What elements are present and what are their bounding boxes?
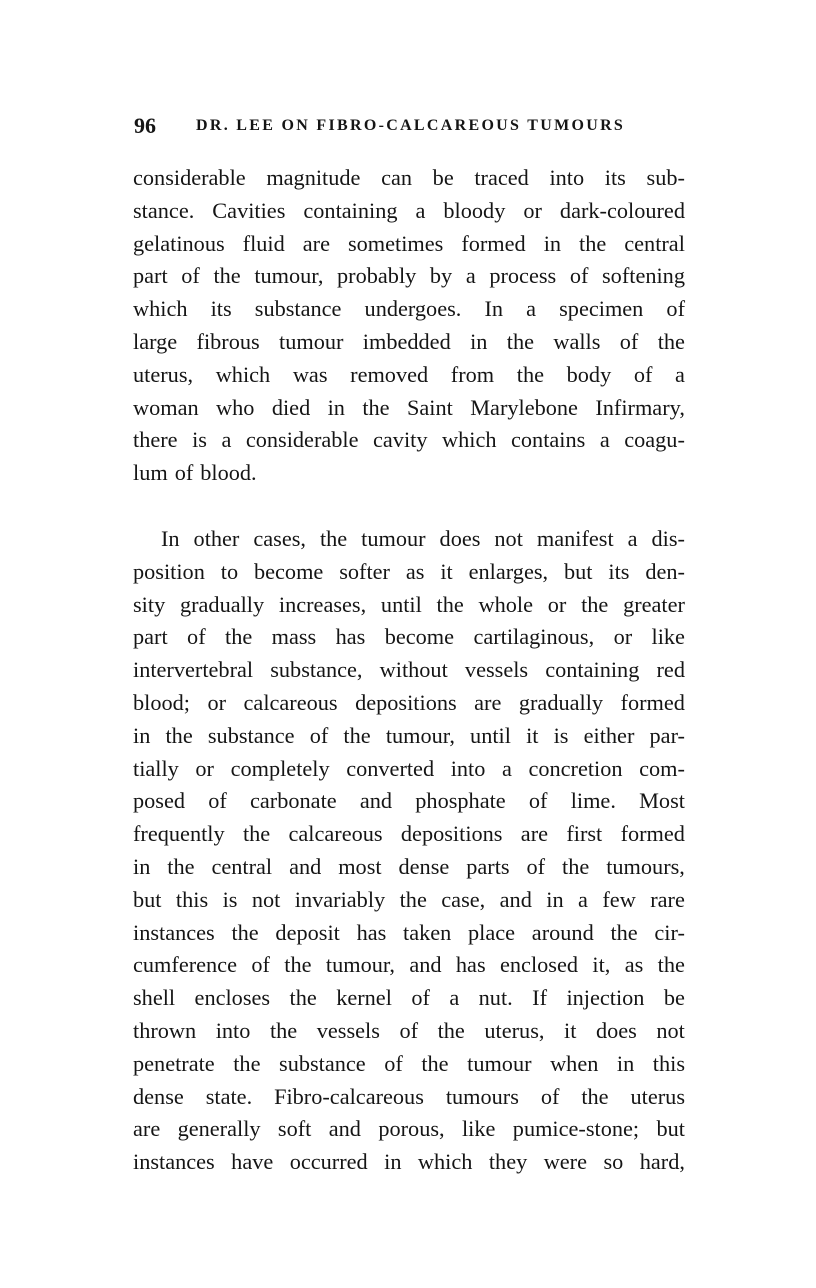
- text-line: instances the deposit has taken place around the cir-: [133, 919, 685, 945]
- text-line: gelatinous fluid are sometimes formed in the central: [133, 230, 685, 256]
- text-line: posed of carbonate and phosphate of lime. Most: [133, 788, 685, 814]
- text-line: shell encloses the kernel of a nut. If injection be: [133, 985, 685, 1011]
- text-line: blood; or calcareous depositions are gradually formed: [133, 689, 685, 715]
- text-line: sity gradually increases, until the whole or the greater: [133, 591, 685, 617]
- text-line: large fibrous tumour imbedded in the walls of the: [133, 328, 685, 354]
- text-line: dense state. Fibro-calcareous tumours of the uterus: [133, 1083, 685, 1109]
- text-line: intervertebral substance, without vessels containing red: [133, 657, 685, 683]
- text-line: stance. Cavities containing a bloody or dark-coloured: [133, 197, 685, 223]
- running-head: [134, 113, 694, 143]
- text-line: in the central and most dense parts of the tumours,: [133, 853, 685, 879]
- text-line: cumference of the tumour, and has enclosed it, as the: [133, 952, 685, 978]
- text-line: position to become softer as it enlarges, but its den-: [133, 558, 685, 584]
- running-head-title: DR. LEE ON FIBRO-CALCAREOUS TUMOURS: [196, 117, 626, 134]
- text-line: thrown into the vessels of the uterus, it does not: [133, 1017, 685, 1043]
- text-line: considerable magnitude can be traced into its sub-: [133, 165, 685, 190]
- paragraph-1: [133, 162, 685, 490]
- text-line: part of the mass has become cartilaginous, or like: [133, 624, 685, 650]
- text-line: uterus, which was removed from the body of a: [133, 361, 685, 387]
- text-line: instances have occurred in which they were so hard,: [133, 1149, 685, 1175]
- page-number: 96: [134, 113, 156, 138]
- text-line: woman who died in the Saint Marylebone Infirmary,: [133, 394, 685, 420]
- text-line: but this is not invariably the case, and in a few rare: [133, 886, 685, 912]
- text-line: In other cases, the tumour does not manifest a dis-: [161, 526, 685, 551]
- text-line: there is a considerable cavity which contains a coagu-: [133, 427, 685, 453]
- text-line: in the substance of the tumour, until it is either par-: [133, 722, 685, 748]
- text-line: frequently the calcareous depositions are first formed: [133, 821, 685, 847]
- text-line: lum of blood.: [133, 460, 257, 486]
- text-line: which its substance undergoes. In a specimen of: [133, 296, 685, 322]
- text-line: are generally soft and porous, like pumice-stone; but: [133, 1116, 685, 1142]
- text-line: penetrate the substance of the tumour when in this: [133, 1050, 685, 1076]
- paragraph-2: [133, 523, 685, 1179]
- text-line: tially or completely converted into a concretion com-: [133, 755, 685, 781]
- text-line: part of the tumour, probably by a process of softening: [133, 263, 685, 289]
